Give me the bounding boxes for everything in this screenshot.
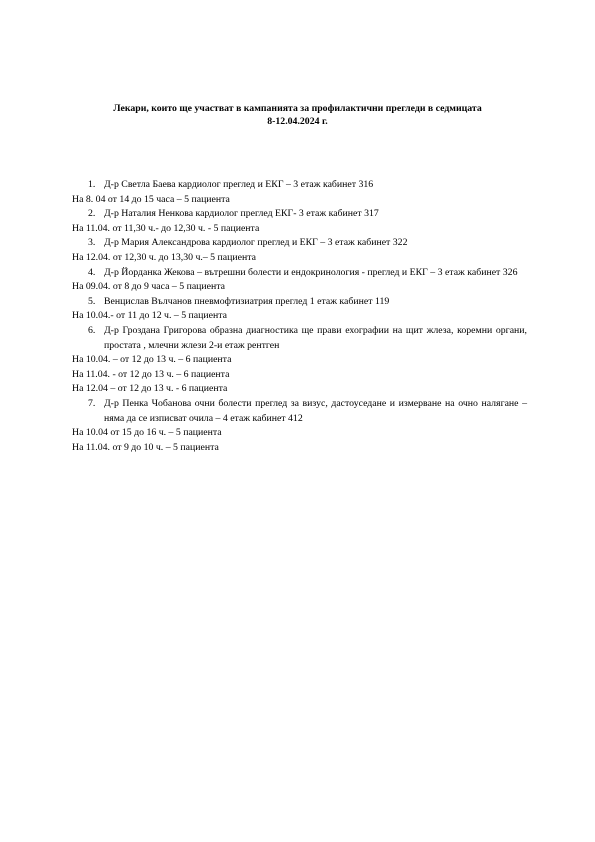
doctor-item-3 [72, 236, 527, 251]
item-number: 6. [88, 324, 96, 336]
schedule-line: На 11.04. - от 12 до 13 ч. – 6 пациента [72, 368, 230, 380]
title-line-1: Лекари, които ще участват в кампанията за профилактични прегледи в седмицата [113, 103, 482, 114]
doctor-item-4 [72, 266, 527, 281]
schedule-line: На 11.04. от 9 до 10 ч. – 5 пациента [72, 441, 219, 453]
doctor-schedule-list [72, 178, 527, 455]
doctor-description: Д-р Наталия Ненкова кардиолог преглед ЕКГ- 3 етаж кабинет 317 [104, 208, 379, 220]
item-number: 1. [88, 179, 96, 190]
schedule-line: На 10.04. – от 12 до 13 ч. – 6 пациента [72, 354, 232, 366]
doctor-item-2 [72, 207, 527, 222]
schedule-line: На 12.04. от 12,30 ч. до 13,30 ч.– 5 пациента [72, 251, 256, 263]
title-line-2: 8-12.04.2024 г. [267, 116, 328, 127]
item-number: 2. [88, 208, 96, 220]
item-number: 5. [88, 295, 96, 307]
doctor-description: Д-р Светла Баева кардиолог преглед и ЕКГ – 3 етаж кабинет 316 [104, 179, 374, 190]
schedule-line: На 09.04. от 8 до 9 часа – 5 пациента [72, 281, 225, 293]
schedule-line: На 10.04 от 15 до 16 ч. – 5 пациента [72, 427, 222, 439]
doctor-item-7 [72, 397, 527, 426]
schedule-line: На 12.04 – от 12 до 13 ч. - 6 пациента [72, 383, 228, 395]
doctor-description: Д-р Йорданка Жекова – вътрешни болести и ендокринология - преглед и ЕКГ – 3 етаж кабинет 326 [104, 266, 518, 278]
doctor-description: Д-р Мария Александрова кардиолог преглед и ЕКГ – 3 етаж кабинет 322 [104, 237, 408, 249]
doctor-description: Венцислав Вълчанов пневмофтизиатрия преглед 1 етаж кабинет 119 [104, 295, 390, 307]
doctor-item-6 [72, 324, 527, 353]
doctor-description: Д-р Гроздана Григорова образна диагностика ще прави ехографии на щит жлеза, коремни органи, простата , млечни жлези 2-и етаж рентген [104, 324, 527, 351]
schedule-line: На 10.04.- от 11 до 12 ч. – 5 пациента [72, 310, 227, 322]
item-number: 4. [88, 266, 96, 278]
schedule-line: На 8. 04 от 14 до 15 часа – 5 пациента [72, 193, 230, 205]
doctor-item-1 [72, 178, 527, 193]
doctor-item-5 [72, 295, 527, 310]
item-number: 7. [88, 397, 96, 409]
item-number: 3. [88, 237, 96, 249]
doctor-description: Д-р Пенка Чобанова очни болести преглед за визус, дастоуседане и измерване на очно налягане – няма да се изписват очила – 4 етаж кабинет 412 [104, 397, 527, 424]
schedule-line: На 11.04. от 11,30 ч.- до 12,30 ч. - 5 пациента [72, 222, 260, 234]
document-title [60, 102, 535, 128]
